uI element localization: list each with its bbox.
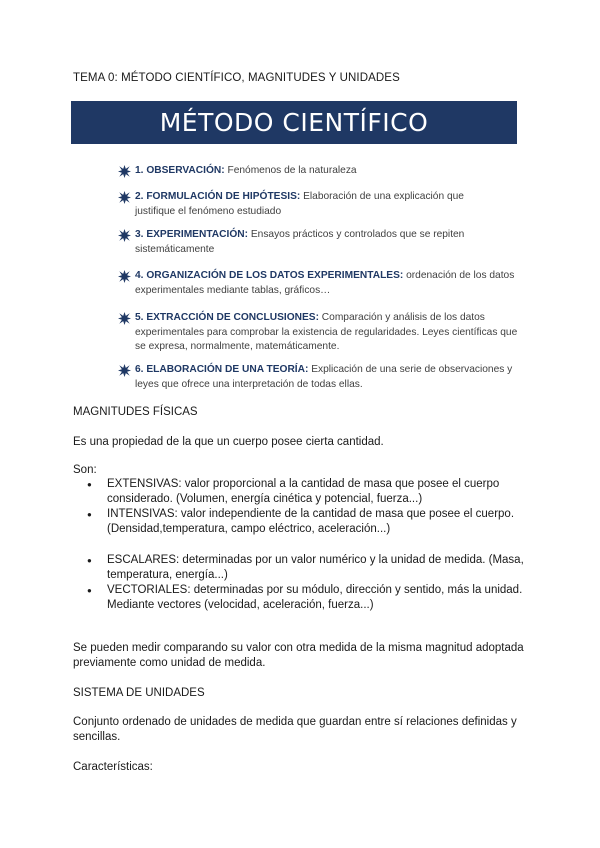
page-title: TEMA 0: MÉTODO CIENTÍFICO, MAGNITUDES Y UNIDADES: [73, 72, 400, 84]
step-heading: 3. EXPERIMENTACIÓN:: [135, 229, 249, 240]
step-heading: 1. OBSERVACIÓN:: [135, 165, 225, 176]
list-item: ● INTENSIVAS: valor independiente de la cantidad de masa que posee el cuerpo. (Densidad,temperatura, campo eléctrico, aceleración...): [73, 507, 533, 537]
magnitudes-list: [73, 477, 533, 613]
units-definition: Conjunto ordenado de unidades de medida que guardan entre sí relaciones definidas y sencillas.: [73, 716, 517, 743]
step-item: [118, 228, 518, 257]
section-heading-magnitudes: MAGNITUDES FÍSICAS: [73, 406, 198, 418]
step-heading: 4. ORGANIZACIÓN DE LOS DATOS EXPERIMENTALES:: [135, 270, 404, 281]
list-item: ● EXTENSIVAS: valor proporcional a la cantidad de masa que posee el cuerpo considerado. (Volumen, energía cinética y potencial, fuerza...): [73, 477, 533, 507]
step-item: [118, 363, 518, 392]
step-body: Ensayos prácticos y controlados que se repiten: [248, 229, 465, 240]
magnitudes-son-label: Son:: [73, 464, 97, 476]
starburst-icon: [118, 270, 131, 283]
magnitudes-definition: Es una propiedad de la que un cuerpo posee cierta cantidad.: [73, 436, 384, 448]
step-item: [118, 190, 518, 219]
step-body-continued: experimentales mediante tablas, gráficos…: [135, 284, 331, 296]
step-body-continued: sistemáticamente: [135, 243, 215, 255]
starburst-icon: [118, 364, 131, 377]
starburst-icon: [118, 191, 131, 204]
step-body-continued: justifique el fenómeno estudiado: [135, 205, 282, 217]
step-heading: 2. FORMULACIÓN DE HIPÓTESIS:: [135, 191, 301, 202]
starburst-icon: [118, 165, 131, 178]
list-item: ● ESCALARES: determinadas por un valor numérico y la unidad de medida. (Masa, temperatura, energía...): [73, 553, 533, 583]
method-banner: [71, 101, 517, 144]
units-characteristics-label: Características:: [73, 761, 153, 773]
step-item: [118, 164, 518, 179]
step-body: ordenación de los datos: [403, 270, 515, 281]
step-body-continued: leyes que ofrece una interpretación de todas ellas.: [135, 378, 363, 390]
starburst-icon: [118, 312, 131, 325]
banner-title: MÉTODO CIENTÍFICO: [159, 108, 429, 137]
section-heading-units: SISTEMA DE UNIDADES: [73, 687, 205, 699]
step-item: [118, 311, 518, 355]
step-body: Comparación y análisis de los datos: [318, 312, 485, 323]
step-heading: 6. ELABORACIÓN DE UNA TEORÍA:: [135, 364, 309, 375]
list-item: ● VECTORIALES: determinadas por su módulo, dirección y sentido, más la unidad. Mediante vectores (velocidad, aceleración, fuerza...): [73, 583, 533, 613]
magnitudes-measure-text: Se pueden medir comparando su valor con otra medida de la misma magnitud adoptada previamente como unidad de medida.: [73, 642, 524, 669]
step-body: Fenómenos de la naturaleza: [224, 165, 357, 176]
step-heading: 5. EXTRACCIÓN DE CONCLUSIONES:: [135, 312, 319, 323]
step-body-continued: experimentales para comprobar la existencia de regularidades. Leyes científicas que se expresa, normalmente, matemáticamente.: [135, 326, 518, 352]
starburst-icon: [118, 229, 131, 242]
step-body: Elaboración de una explicación que: [300, 191, 464, 202]
step-item: [118, 269, 518, 298]
step-body: Explicación de una serie de observaciones y: [308, 364, 513, 375]
